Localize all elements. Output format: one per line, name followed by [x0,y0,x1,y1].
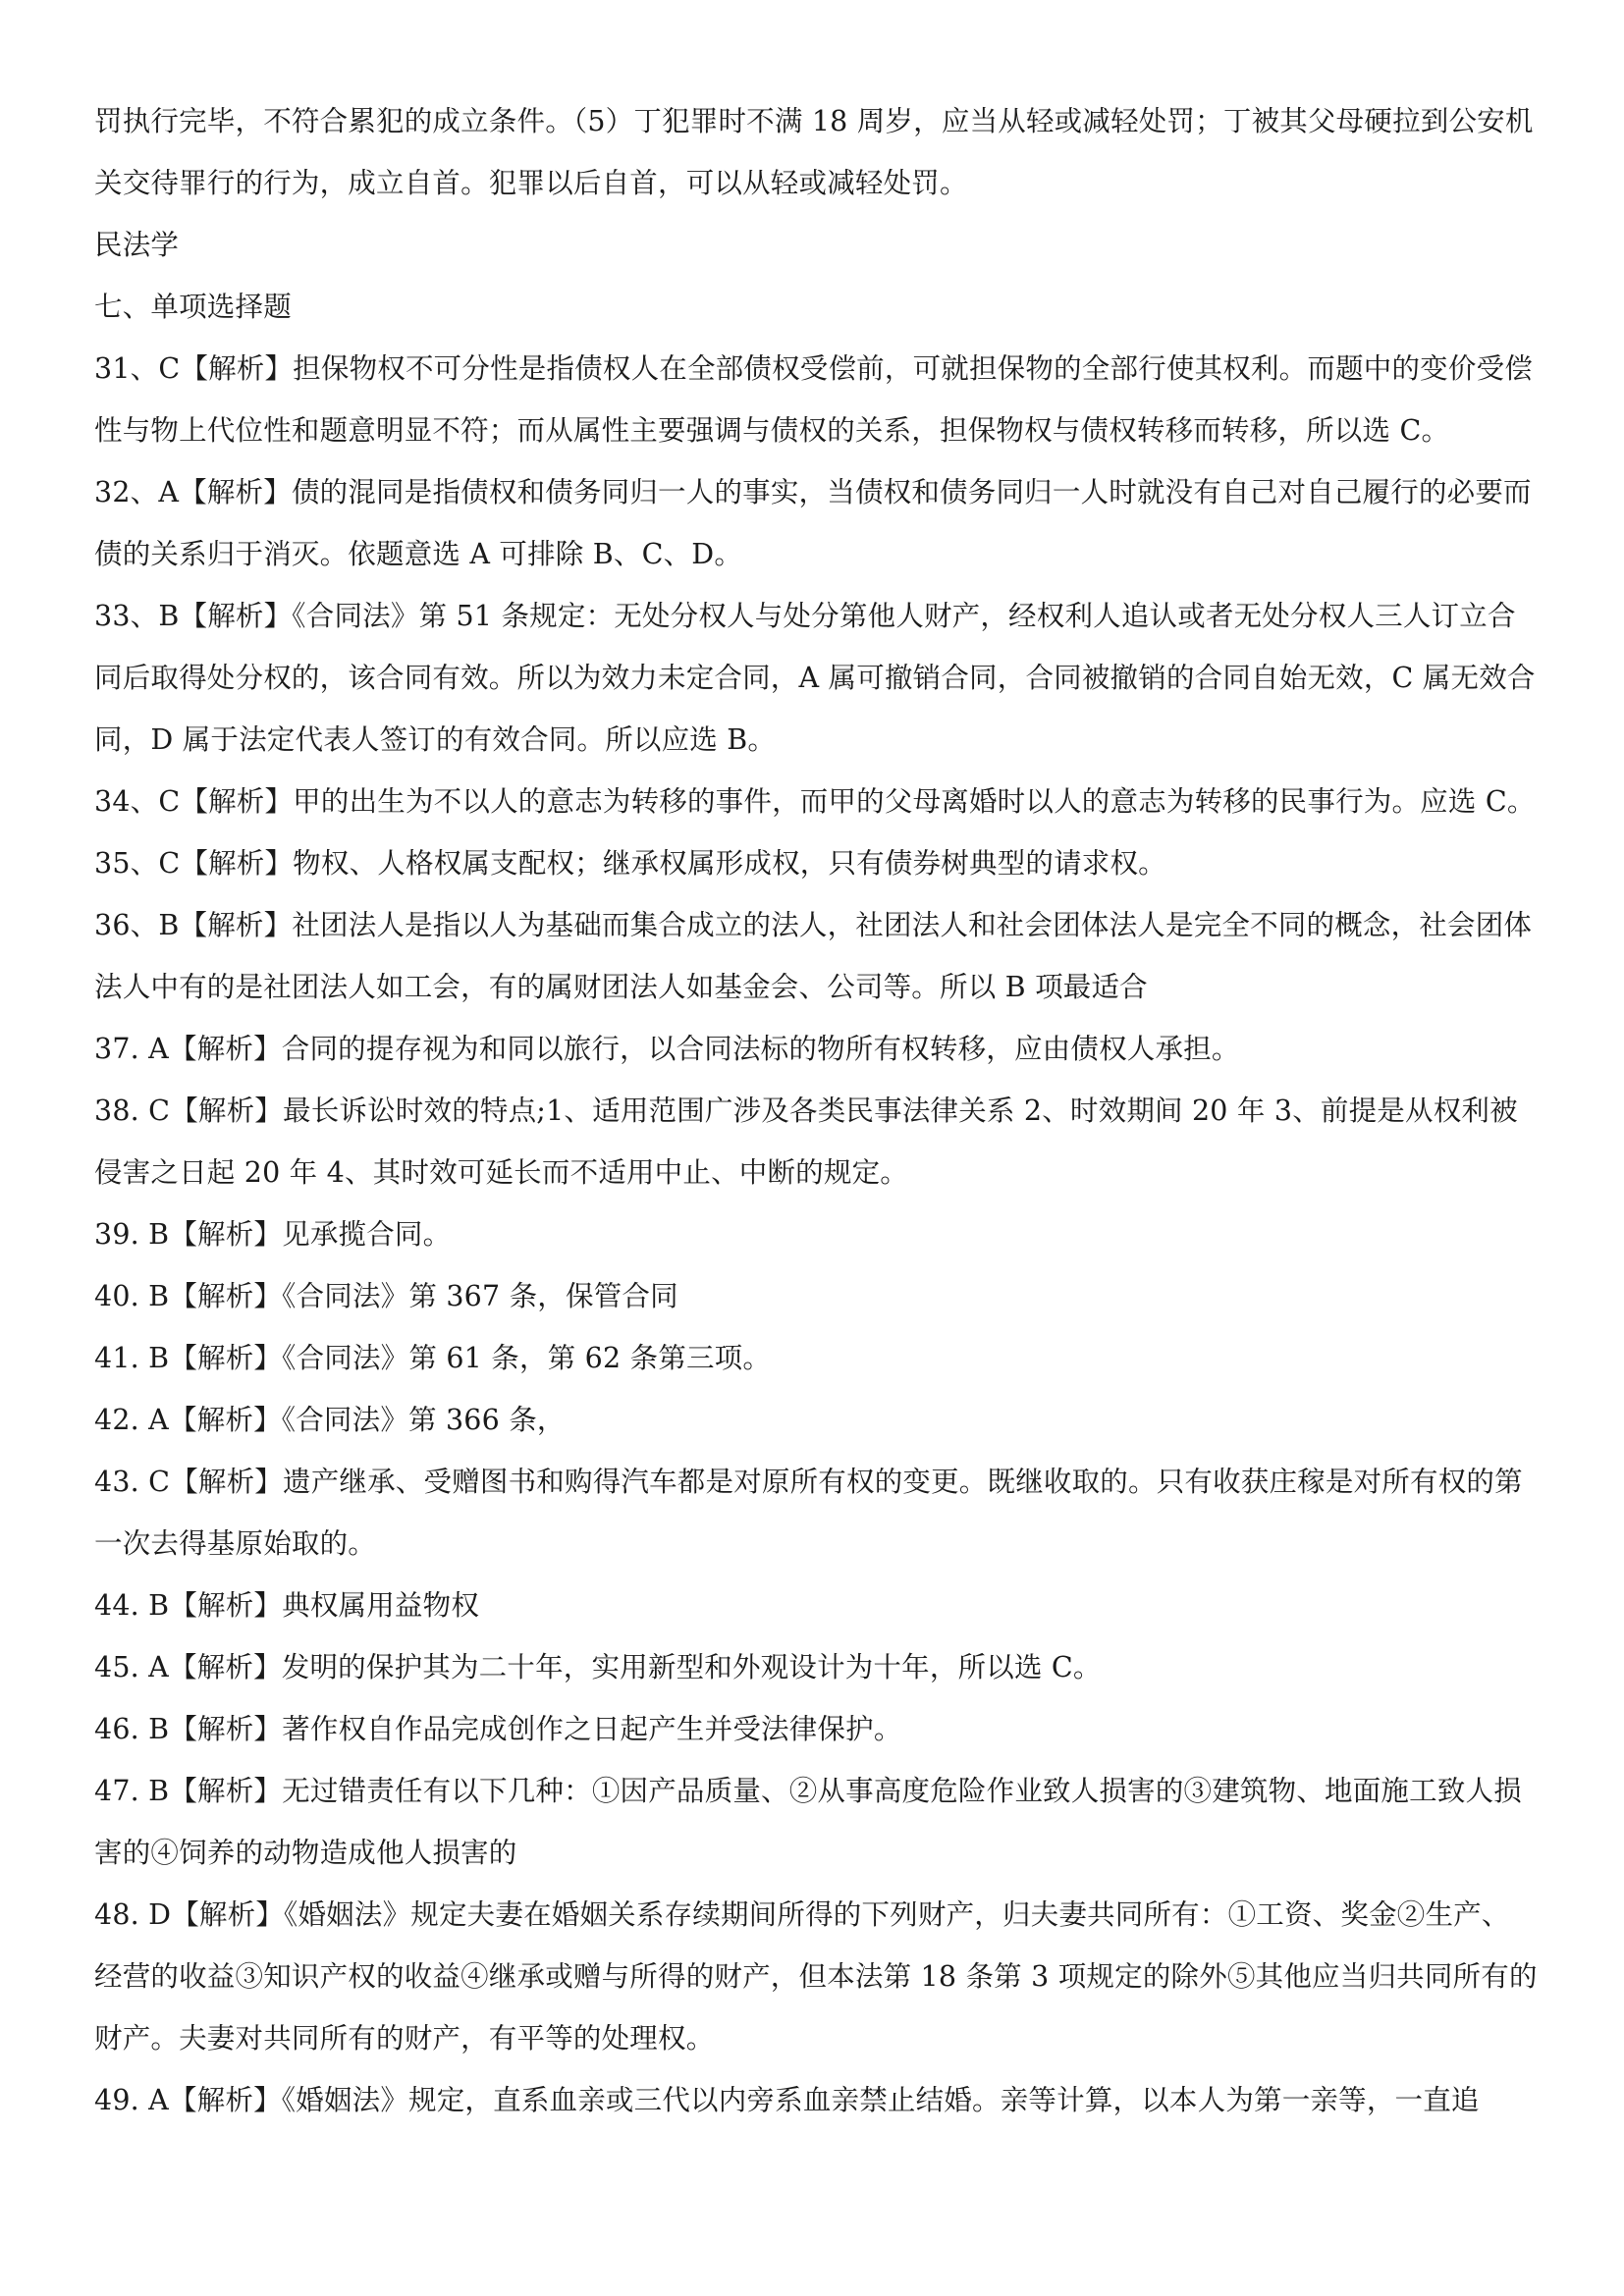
answer-item-33: 33、B【解析】《合同法》第 51 条规定：无处分权人与处分第他人财产，经权利人追认或者无处分权人三人订立合同后取得处分权的，该合同有效。所以为效力未定合同，A 属可撤销合同，合同被撤销的合同自始无效，C 属无效合同，D 属于法定代表人签订的有效合同。所以应选 B。 [94,600,1536,756]
answer-item-32: 32、A【解析】债的混同是指债权和债务同归一人的事实，当债权和债务同归一人时就没有自己对自己履行的必要而债的关系归于消灭。依题意选 A 可排除 B、C、D。 [94,476,1532,570]
answer-item-35: 35、C【解析】物权、人格权属支配权；继承权属形成权，只有债券树典型的请求权。 [94,847,1166,880]
answer-item-31: 31、C【解析】担保物权不可分性是指债权人在全部债权受偿前，可就担保物的全部行使其权利。而题中的变价受偿性与物上代位性和题意明显不符；而从属性主要强调与债权的关系，担保物权与债权转移而转移，所以选 C。 [94,352,1533,447]
answer-item-41: 41. B【解析】《合同法》第 61 条，第 62 条第三项。 [94,1342,772,1374]
answer-item-49: 49. A【解析】《婚姻法》规定，直系血亲或三代以内旁系血亲禁止结婚。亲等计算，以本人为第一亲等，一直追 [94,2084,1480,2116]
answer-item-34: 34、C【解析】甲的出生为不以人的意志为转移的事件，而甲的父母离婚时以人的意志为转移的民事行为。应选 C。 [94,785,1536,818]
answer-item-39: 39. B【解析】见承揽合同。 [94,1218,452,1251]
answer-item-45: 45. A【解析】发明的保护其为二十年，实用新型和外观设计为十年，所以选 C。 [94,1651,1102,1683]
answer-item-36: 36、B【解析】社团法人是指以人为基础而集合成立的法人，社团法人和社会团体法人是完全不同的概念，社会团体法人中有的是社团法人如工会，有的属财团法人如基金会、公司等。所以 B 项最适合 [94,909,1533,1003]
answer-item-46: 46. B【解析】著作权自作品完成创作之日起产生并受法律保护。 [94,1713,902,1745]
answer-item-40: 40. B【解析】《合同法》第 367 条，保管合同 [94,1280,678,1312]
answer-item-38: 38. C【解析】最长诉讼时效的特点;1、适用范围广涉及各类民事法律关系 2、时效期间 20 年 3、前提是从权利被侵害之日起 20 年 4、其时效可延长而不适用中止、中断的规定。 [94,1095,1518,1189]
answer-item-48: 48. D【解析】《婚姻法》规定夫妻在婚姻关系存续期间所得的下列财产，归夫妻共同所有：①工资、奖金②生产、经营的收益③知识产权的收益④继承或赠与所得的财产，但本法第 18 条第 3 项规定的除外⑤其他应当归共同所有的财产。夫妻对共同所有的财产，有平等的处理权。 [94,1898,1538,2055]
answer-item-47: 47. B【解析】无过错责任有以下几种：①因产品质量、②从事高度危险作业致人损害的③建筑物、地面施工致人损害的④饲养的动物造成他人损害的 [94,1775,1522,1869]
subsection-heading-single-choice: 七、单项选择题 [94,291,292,323]
answer-item-37: 37. A【解析】合同的提存视为和同以旅行，以合同法标的物所有权转移，应由债权人承担。 [94,1033,1240,1065]
document-page [94,90,1538,2131]
answer-item-43: 43. C【解析】遗产继承、受赠图书和购得汽车都是对原所有权的变更。既继收取的。只有收获庄稼是对所有权的第一次去得基原始取的。 [94,1466,1523,1560]
answer-item-42: 42. A【解析】《合同法》第 366 条， [94,1404,566,1436]
section-heading-civil-law: 民法学 [94,229,180,261]
paragraph-criminal-law-continuation: 罚执行完毕，不符合累犯的成立条件。（5）丁犯罪时不满 18 周岁，应当从轻或减轻处罚；丁被其父母硬拉到公安机关交待罪行的行为，成立自首。犯罪以后自首，可以从轻或减轻处罚。 [94,105,1534,199]
answer-item-44: 44. B【解析】典权属用益物权 [94,1589,480,1622]
